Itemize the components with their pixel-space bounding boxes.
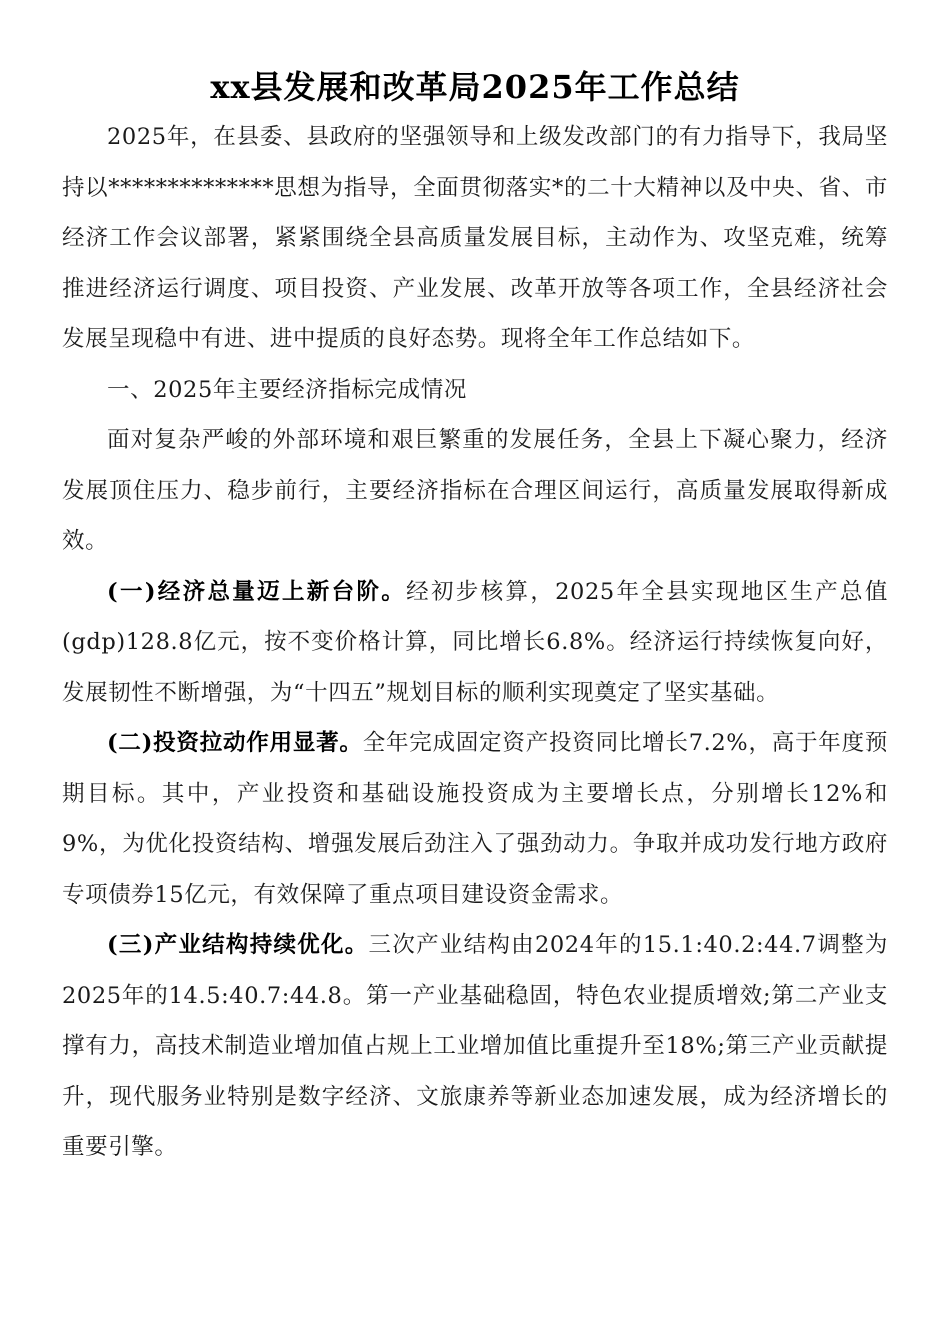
item-lead-3: (三)产业结构持续优化。	[107, 932, 369, 958]
item-lead-1: (一)经济总量迈上新台阶。	[107, 578, 407, 605]
item-body-1: 经初步核算，2025年全县实现地区生产总值(gdp)128.8亿元，按不变价格计算，同比增长6.8%。经济运行持续恢复向好，发展韧性不断增强，为“十四五”规划目标的顺利实现奠定了坚实基础。	[62, 578, 888, 706]
item-paragraph-2	[62, 718, 888, 920]
item-lead-2: (二)投资拉动作用显著。	[107, 730, 363, 756]
section-intro-paragraph: 面对复杂严峻的外部环境和艰巨繁重的发展任务，全县上下凝心聚力，经济发展顶住压力、稳步前行，主要经济指标在合理区间运行，高质量发展取得新成效。	[62, 427, 888, 554]
item-paragraph-3	[62, 920, 888, 1173]
document-title: xx县发展和改革局2025年工作总结	[210, 68, 740, 106]
item-body-2: 全年完成固定资产投资同比增长7.2%，高于年度预期目标。其中，产业投资和基础设施投资成为主要增长点，分别增长12%和9%，为优化投资结构、增强发展后劲注入了强劲动力。争取并成功发行地方政府专项债券15亿元，有效保障了重点项目建设资金需求。	[62, 730, 888, 908]
section-heading: 一、2025年主要经济指标完成情况	[107, 376, 467, 403]
item-paragraph-1	[62, 567, 888, 719]
intro-paragraph: 2025年，在县委、县政府的坚强领导和上级发改部门的有力指导下，我局坚持以**************思想为指导，全面贯彻落实*的二十大精神以及中央、省、市经济工作会议部署，紧紧围绕全县高质量发展目标，主动作为、攻坚克难，统筹推进经济运行调度、项目投资、产业发展、改革开放等各项工作，全县经济社会发展呈现稳中有进、进中提质的良好态势。现将全年工作总结如下。	[62, 124, 888, 352]
item-body-3: 三次产业结构由2024年的15.1:40.2:44.7调整为2025年的14.5:40.7:44.8。第一产业基础稳固，特色农业提质增效;第二产业支撑有力，高技术制造业增加值占规上工业增加值比重提升至18%;第三产业贡献提升，现代服务业特别是数字经济、文旅康养等新业态加速发展，成为经济增长的重要引擎。	[62, 932, 888, 1160]
